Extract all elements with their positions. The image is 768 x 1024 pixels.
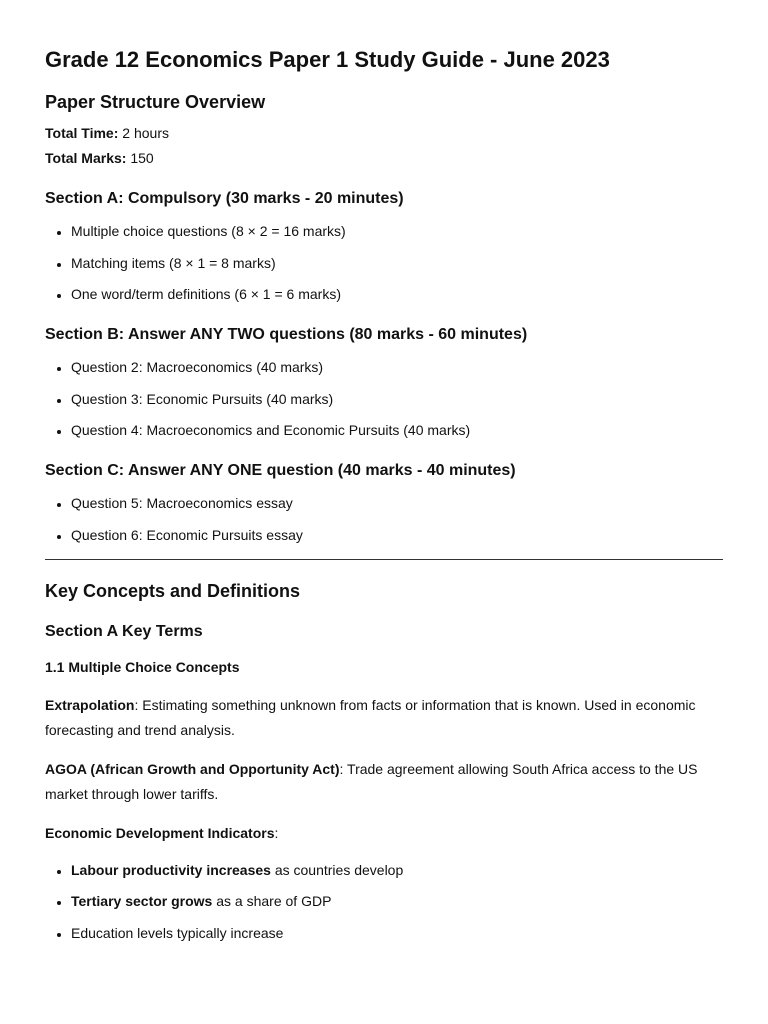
- section-c-list: [45, 493, 723, 545]
- indicators-term: Economic Development Indicators: [45, 824, 275, 841]
- list-item: • Question 6: Economic Pursuits essay: [71, 525, 723, 545]
- total-time-value: 2 hours: [118, 125, 169, 141]
- list-item: • Multiple choice questions (8 × 2 = 16 marks): [71, 221, 723, 241]
- list-item: • Question 5: Macroeconomics essay: [71, 493, 723, 513]
- indicator-bold: Labour productivity increases: [71, 861, 271, 878]
- indicators-list: [45, 860, 723, 943]
- list-item: • One word/term definitions (6 × 1 = 6 marks): [71, 284, 723, 304]
- section-b-heading: Section B: Answer ANY TWO questions (80 marks - 60 minutes): [45, 326, 528, 343]
- total-time-label: Total Time:: [45, 125, 119, 141]
- indicator-text: as countries develop: [270, 861, 404, 878]
- section-a-terms-heading: Section A Key Terms: [45, 622, 203, 640]
- total-marks: [45, 146, 723, 171]
- section-a-heading: Section A: Compulsory (30 marks - 20 minutes): [45, 190, 404, 207]
- list-item: [71, 860, 723, 880]
- total-marks-label: Total Marks:: [45, 150, 127, 166]
- indicators-heading: [45, 821, 723, 846]
- list-item: • Question 4: Macroeconomics and Economic Pursuits (40 marks): [71, 420, 723, 440]
- indicators-colon: :: [274, 824, 279, 841]
- section-a-list: [45, 221, 723, 304]
- total-time: [45, 121, 723, 146]
- list-item: • Question 2: Macroeconomics (40 marks): [71, 357, 723, 377]
- section-divider: [45, 559, 723, 560]
- list-item: • Question 3: Economic Pursuits (40 marks): [71, 389, 723, 409]
- agoa-text: : Trade agreement allowing South Africa access to the US market through lower tariffs.: [45, 760, 698, 802]
- indicator-text: as a share of GDP: [212, 893, 332, 909]
- page-title: Grade 12 Economics Paper 1 Study Guide - June 2023: [45, 47, 610, 72]
- agoa-definition: [45, 757, 723, 807]
- structure-heading: Paper Structure Overview: [45, 92, 266, 112]
- extrapolation-term: Extrapolation: [45, 696, 135, 713]
- paper-meta: [45, 121, 723, 171]
- section-b-list: [45, 357, 723, 440]
- concepts-heading: Key Concepts and Definitions: [45, 580, 301, 601]
- list-item: [71, 923, 723, 943]
- list-item: [71, 891, 723, 911]
- extrapolation-text: : Estimating something unknown from facts or information that is known. Used in economic forecasting and trend analysis.: [45, 696, 696, 738]
- list-item: • Matching items (8 × 1 = 8 marks): [71, 253, 723, 273]
- indicator-text: Education levels typically increase: [71, 924, 284, 941]
- mc-concepts-heading: 1.1 Multiple Choice Concepts: [45, 658, 240, 675]
- section-c-heading: Section C: Answer ANY ONE question (40 marks - 40 minutes): [45, 462, 516, 479]
- agoa-term: AGOA (African Growth and Opportunity Act): [45, 760, 340, 777]
- extrapolation-definition: [45, 693, 723, 743]
- indicator-bold: Tertiary sector grows: [71, 893, 213, 909]
- total-marks-value: 150: [126, 150, 154, 166]
